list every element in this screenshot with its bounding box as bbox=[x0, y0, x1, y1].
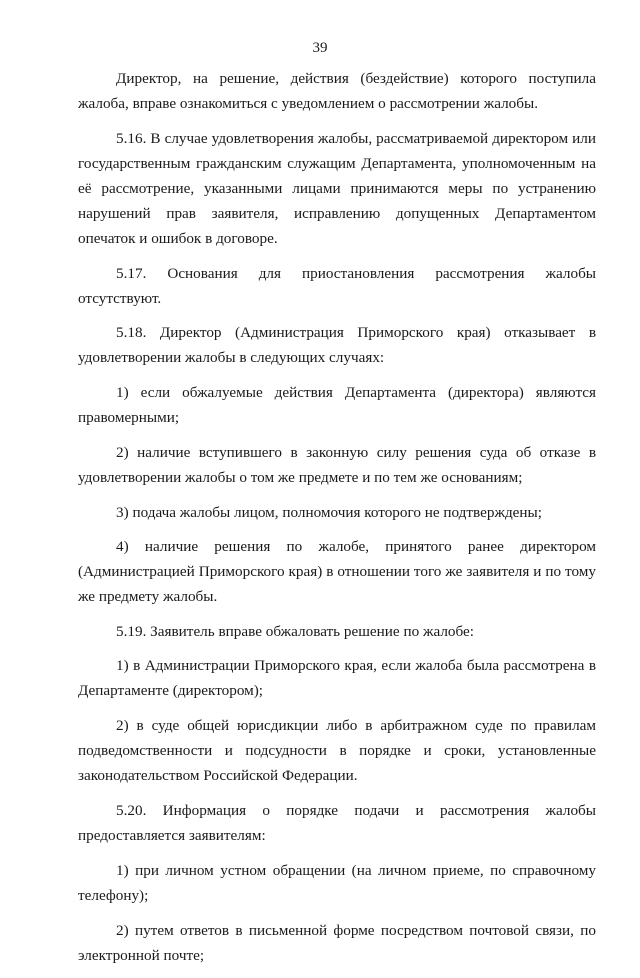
paragraph: 2) наличие вступившего в законную силу решения суда об отказе в удовлетворении жалобы о том же предмете и по тем же основаниям; bbox=[78, 444, 596, 486]
paragraph: 2) путем ответов в письменной форме посредством почтовой связи, по электронной почте; bbox=[78, 922, 596, 964]
paragraph: Директор, на решение, действия (бездействие) которого поступила жалоба, вправе ознакомиться с уведомлением о рассмотрении жалобы. bbox=[78, 70, 596, 112]
paragraph: 5.17. Основания для приостановления рассмотрения жалобы отсутствуют. bbox=[78, 265, 596, 307]
paragraph: 5.16. В случае удовлетворения жалобы, рассматриваемой директором или государственным гражданским служащим Департамента, уполномоченным на её рассмотрение, указанными лицами принимаются меры по устранению нарушений прав заявителя, исправлению допущенных Департаментом опечаток и ошибок в договоре. bbox=[78, 130, 596, 247]
paragraph: 1) при личном устном обращении (на личном приеме, по справочному телефону); bbox=[78, 862, 596, 904]
paragraph: 2) в суде общей юрисдикции либо в арбитражном суде по правилам подведомственности и подсудности в порядке и сроки, установленные законодательством Российской Федерации. bbox=[78, 717, 596, 784]
paragraph: 5.18. Директор (Администрация Приморского края) отказывает в удовлетворении жалобы в следующих случаях: bbox=[78, 324, 596, 366]
page-number: 39 bbox=[312, 40, 328, 56]
paragraph: 4) наличие решения по жалобе, принятого ранее директором (Администрацией Приморского края) в отношении того же заявителя и по тому же предмету жалобы. bbox=[78, 538, 596, 605]
paragraph: 3) подача жалобы лицом, полномочия которого не подтверждены; bbox=[116, 504, 542, 521]
paragraph: 5.19. Заявитель вправе обжаловать решение по жалобе: bbox=[116, 623, 475, 640]
document-body bbox=[78, 66, 596, 978]
paragraph: 1) в Администрации Приморского края, если жалоба была рассмотрена в Департаменте (директором); bbox=[78, 657, 596, 699]
paragraph: 1) если обжалуемые действия Департамента (директора) являются правомерными; bbox=[78, 384, 596, 426]
paragraph: 5.20. Информация о порядке подачи и рассмотрения жалобы предоставляется заявителям: bbox=[78, 802, 596, 844]
